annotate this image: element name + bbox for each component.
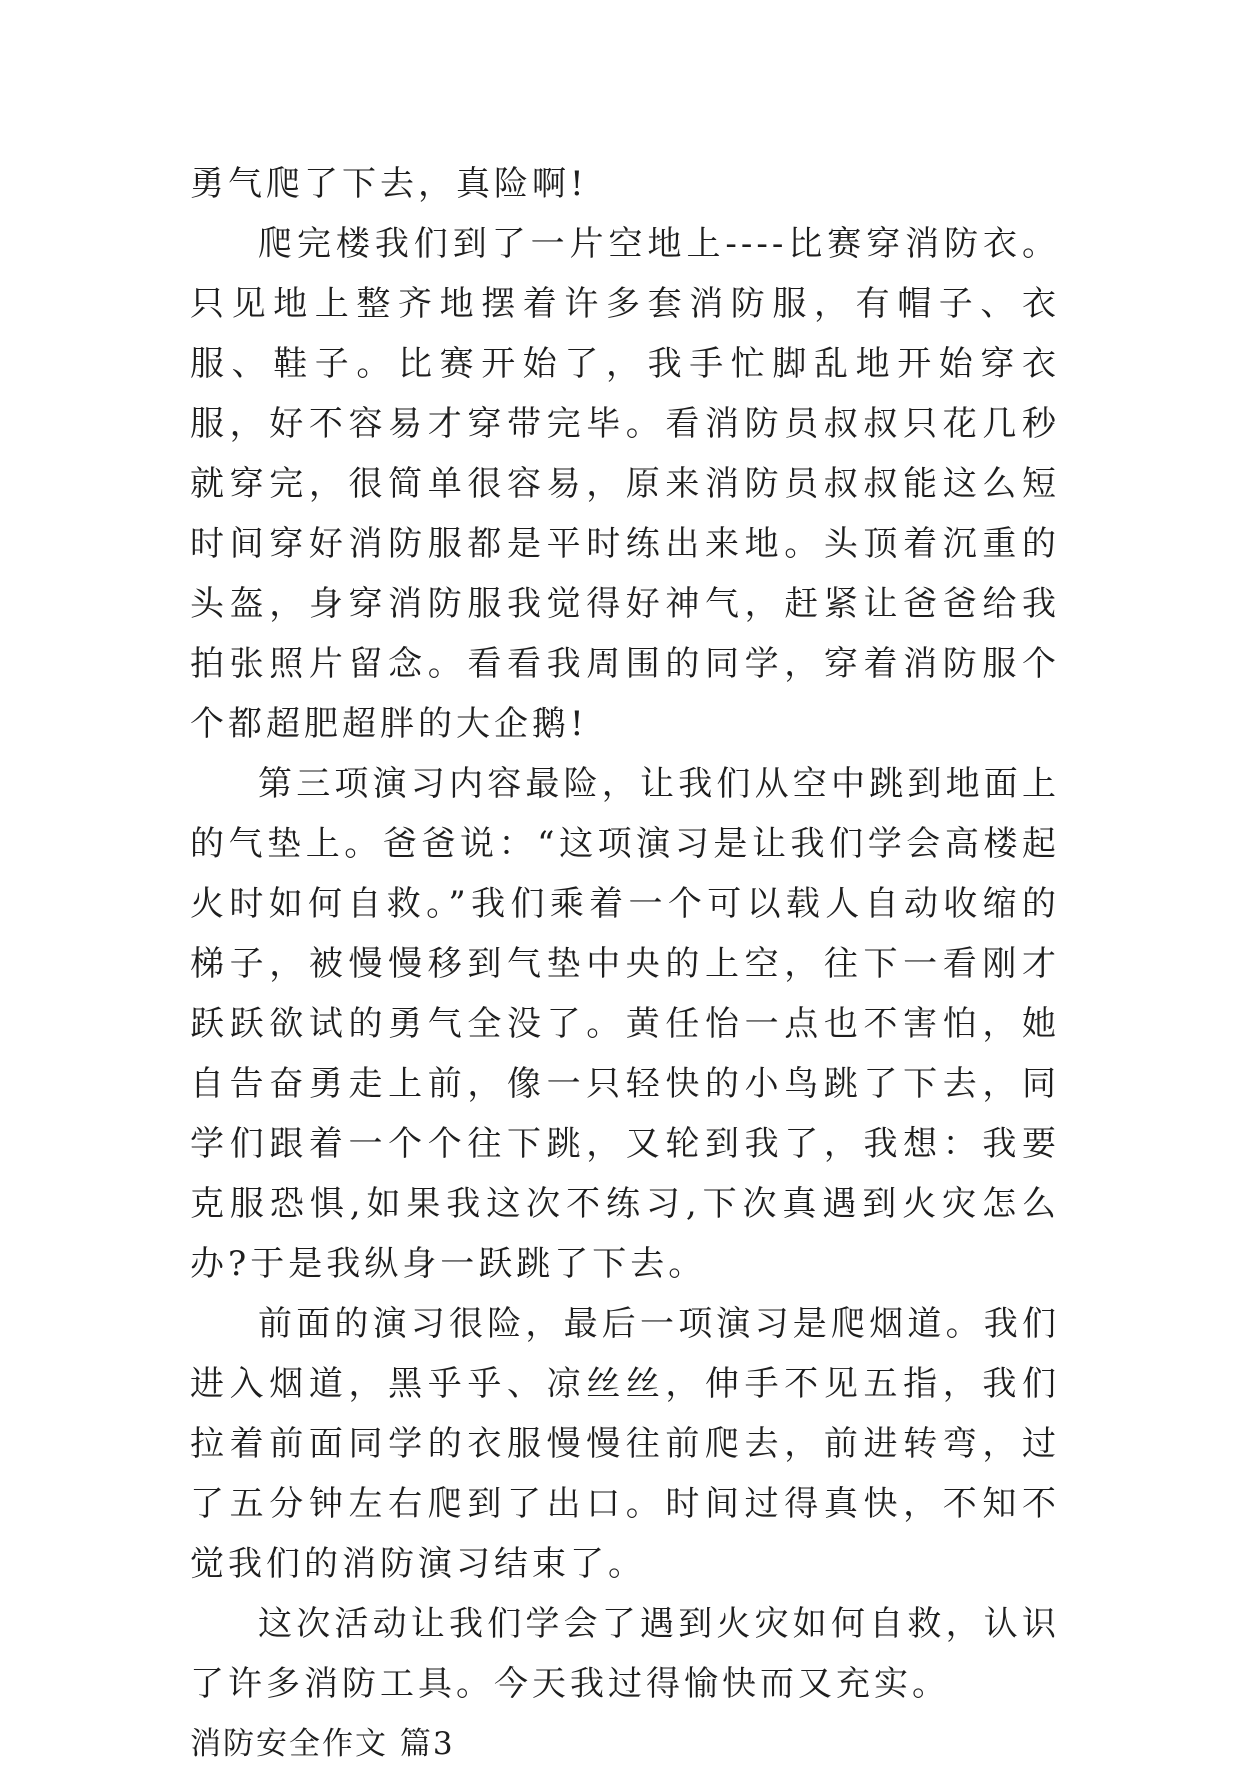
paragraph-fire-suit-race: 爬完楼我们到了一片空地上----比赛穿消防衣。只见地上整齐地摆着许多套消防服，有帽子、衣服、鞋子。比赛开始了，我手忙脚乱地开始穿衣服，好不容易才穿带完毕。看消防员叔叔只花几秒就穿完，很简单很容易，原来消防员叔叔能这么短时间穿好消防服都是平时练出来地。头顶着沉重的头盔，身穿消防服我觉得好神气，赶紧让爸爸给我拍张照片留念。看看我周围的同学，穿着消防服个个都超肥超胖的大企鹅!	[190, 224, 1060, 744]
paragraph-air-cushion-jump: 第三项演习内容最险，让我们从空中跳到地面上的气垫上。爸爸说：“这项演习是让我们学会高楼起火时如何自救。”我们乘着一个可以载人自动收缩的梯子，被慢慢移到气垫中央的上空，往下一看刚才跃跃欲试的勇气全没了。黄任怡一点也不害怕，她自告奋勇走上前，像一只轻快的小鸟跳了下去，同学们跟着一个个往下跳，又轮到我了，我想：我要克服恐惧,如果我这次不练习,下次真遇到火灾怎么办?于是我纵身一跃跳了下去。	[190, 764, 1060, 1284]
paragraph-smoke-tunnel: 前面的演习很险，最后一项演习是爬烟道。我们进入烟道，黑乎乎、凉丝丝，伸手不见五指，我们拉着前面同学的衣服慢慢往前爬去，前进转弯，过了五分钟左右爬到了出口。时间过得真快，不知不觉我们的消防演习结束了。	[190, 1304, 1060, 1584]
paragraph-continuation: 勇气爬了下去，真险啊!	[190, 164, 588, 204]
paragraph-conclusion: 这次活动让我们学会了遇到火灾如何自救，认识了许多消防工具。今天我过得愉快而又充实。	[190, 1604, 1060, 1704]
section-heading: 消防安全作文 篇3	[190, 1726, 455, 1762]
document-body	[190, 154, 1060, 1774]
